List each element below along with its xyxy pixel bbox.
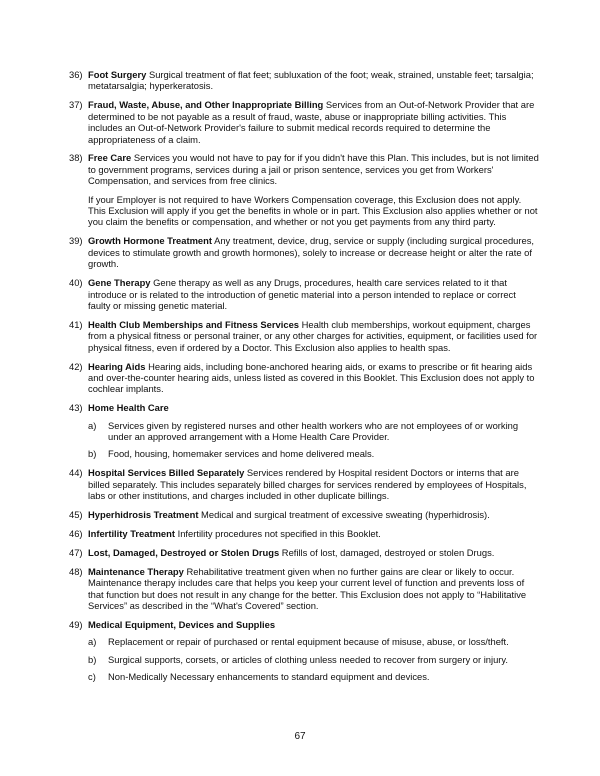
list-item [69, 152, 539, 227]
item-number: 46) [69, 528, 83, 539]
item-title: Foot Surgery [88, 69, 147, 80]
item-text: Hearing aids, including bone-anchored hearing aids, or exams to prescribe or fit hearing aids and over-the-counter hearing aids, unless listed as covered in this Booklet. This Exclusion does not apply to cochlear implants. [88, 360, 535, 395]
item-number: 42) [69, 360, 83, 372]
sub-item-text: Food, housing, homemaker services and home delivered meals. [108, 448, 375, 460]
item-title: Health Club Memberships and Fitness Services [88, 318, 300, 330]
list-item [69, 69, 539, 92]
item-text: Services from an Out-of-Network Provider that are determined to be not payable as a result of fraud, waste, abuse or inappropriate billing activities. This includes an Out-of-Network Provider's failure to submit medical records required to determine the appropriateness of a claim. [88, 99, 535, 145]
item-text: Services rendered by Hospital resident Doctors or interns that are billed separately. This includes separately billed charges for services rendered by employees of Hospitals, labs or other institutions, and charges included in other duplicate billings. [88, 467, 527, 502]
item-paragraph: If your Employer is not required to have Workers Compensation coverage, this Exclusion does not apply. This Exclusion will apply if you get the benefits in whole or in part. This Exclusion also applies whether or not you claim the benefits or compensation, and whether or not you get payments from any third party. [88, 193, 538, 228]
item-text: Infertility procedures not specified in this Booklet. [175, 528, 381, 539]
item-title: Hyperhidrosis Treatment [88, 509, 199, 521]
item-number: 44) [69, 467, 83, 479]
list-item [69, 402, 539, 460]
item-number: 45) [69, 509, 83, 521]
item-number: 43) [69, 402, 83, 414]
item-number: 48) [69, 565, 83, 577]
item-text: Services you would not have to pay for if you didn't have this Plan. This includes, but is not limited to government programs, services during a jail or prison sentence, services you get from Workers' Compensation, and services from free clinics. [88, 152, 539, 187]
sub-item-text: Surgical supports, corsets, or articles of clothing unless needed to recover from surgery or injury. [108, 653, 509, 665]
item-number: 47) [69, 546, 83, 558]
item-number: 39) [69, 235, 83, 247]
item-text: Refills of lost, damaged, destroyed or stolen Drugs. [279, 546, 495, 558]
item-text: Surgical treatment of flat feet; subluxation of the foot; weak, strained, unstable feet; tarsalgia; metatarsalgia; hyperkeratosis. [88, 69, 534, 92]
item-title: Hearing Aids [88, 360, 146, 372]
item-title: Free Care [88, 152, 132, 164]
item-text: Gene therapy as well as any Drugs, procedures, health care services related to it that introduce or is related to the introduction of genetic material into a person intended to replace or correct faulty or missing genetic material. [88, 277, 516, 311]
sub-item [88, 448, 539, 459]
item-text: Any treatment, device, drug, service or supply (including surgical procedures, devices to stimulate growth and growth hormones), solely to increase or decrease height or alter the rate of growth. [88, 235, 535, 270]
list-item [69, 277, 539, 311]
item-title: Growth Hormone Treatment [88, 235, 212, 247]
list-item [69, 235, 539, 269]
item-title: Medical Equipment, Devices and Supplies [88, 618, 276, 630]
sub-item [88, 654, 539, 665]
item-text: Medical and surgical treatment of excessive sweating (hyperhidrosis). [198, 509, 490, 521]
sub-item [88, 420, 539, 443]
list-item [69, 566, 539, 612]
list-item [69, 619, 539, 683]
list-item [69, 467, 539, 501]
list-item [69, 547, 539, 558]
sub-item-text: Non-Medically Necessary enhancements to standard equipment and devices. [108, 671, 430, 683]
sub-item [88, 636, 539, 647]
item-title: Lost, Damaged, Destroyed or Stolen Drugs [88, 546, 280, 558]
item-title: Home Health Care [88, 402, 169, 414]
item-number: 49) [69, 618, 83, 630]
item-number: 37) [69, 99, 83, 111]
sub-item-letter: b) [88, 653, 97, 665]
exclusions-list [69, 69, 539, 690]
list-item [69, 361, 539, 395]
sub-item-text: Services given by registered nurses and other health workers who are not employees of or working under an approved arrangement with a Home Health Care Provider. [108, 419, 519, 443]
sub-item-letter: b) [88, 448, 97, 460]
item-title: Maintenance Therapy [88, 565, 184, 577]
item-title: Fraud, Waste, Abuse, and Other Inappropriate Billing [88, 99, 324, 111]
item-number: 40) [69, 277, 83, 289]
sub-item-letter: a) [88, 419, 97, 431]
item-title: Gene Therapy [88, 277, 151, 289]
item-number: 41) [69, 318, 83, 330]
list-item [69, 528, 539, 539]
sub-item [88, 671, 539, 682]
item-title: Hospital Services Billed Separately [88, 467, 245, 479]
sub-item-letter: c) [88, 671, 96, 683]
item-text: Health club memberships, workout equipment, charges from a physical fitness or personal trainer, or any other charges for activities, equipment, or facilities used for physical fitness, even if ordered by a Doctor. This Exclusion also applies to health spas. [88, 318, 538, 353]
list-item [69, 319, 539, 353]
item-number: 36) [69, 69, 83, 80]
sub-item-text: Replacement or repair of purchased or rental equipment because of misuse, abuse, or loss/theft. [108, 636, 509, 648]
list-item [69, 509, 539, 520]
page-number: 67 [294, 731, 306, 742]
sub-item-letter: a) [88, 636, 97, 648]
list-item [69, 99, 539, 145]
item-text: Rehabilitative treatment given when no further gains are clear or likely to occur. Maintenance therapy includes care that helps you keep your current level of function and prevents loss of that function but does not result in any change for the better. This Exclusion does not apply to “Habilitative Services” as described in the “What's Covered” section. [88, 565, 527, 612]
item-number: 38) [69, 152, 83, 164]
item-title: Infertility Treatment [88, 528, 175, 539]
